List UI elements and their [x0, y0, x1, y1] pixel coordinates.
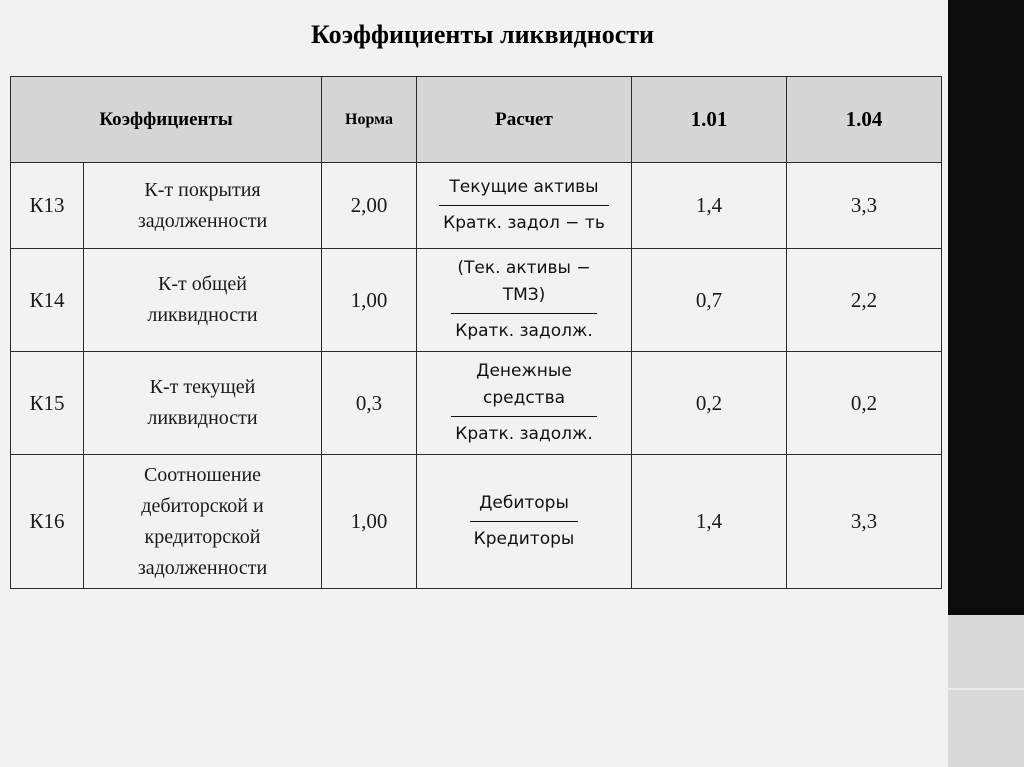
row-norm: 0,3 [322, 352, 417, 455]
fraction [439, 174, 609, 237]
row-norm: 1,00 [322, 455, 417, 589]
row-name-line: задолженности [137, 556, 268, 579]
numerator-line: Текущие активы [449, 177, 599, 197]
row-name-line: ликвидности [147, 304, 258, 326]
fraction [470, 490, 579, 553]
right-bar-divider [948, 688, 1024, 690]
row-formula [417, 249, 632, 352]
row-norm: 1,00 [322, 249, 417, 352]
row-name [84, 455, 322, 589]
row-code: К16 [11, 455, 84, 589]
fraction-denominator: Кредиторы [470, 521, 579, 553]
fraction-denominator: Кратк. задолж. [451, 313, 596, 345]
row-name-line: К-т текущей [149, 376, 256, 398]
row-code: К15 [11, 352, 84, 455]
row-value-2: 3,3 [787, 163, 942, 249]
fraction-numerator [439, 174, 609, 205]
row-name [84, 352, 322, 455]
header-calc: Расчет [417, 77, 632, 163]
row-code: К13 [11, 163, 84, 249]
row-name-line: Соотношение [143, 463, 262, 486]
fraction-numerator [470, 490, 579, 521]
row-value-2: 0,2 [787, 352, 942, 455]
fraction [451, 255, 596, 345]
row-formula [417, 163, 632, 249]
right-black-bar [948, 0, 1024, 615]
right-grey-bar [948, 615, 1024, 767]
numerator-line: ТМЗ) [502, 285, 546, 305]
header-norm: Норма [322, 77, 417, 163]
numerator-line: Дебиторы [479, 493, 569, 513]
row-code: К14 [11, 249, 84, 352]
row-name-line: ликвидности [147, 407, 258, 429]
page-title: Коэффициенты ликвидности [311, 20, 654, 49]
fraction-numerator [451, 255, 596, 313]
fraction [451, 358, 596, 448]
header-row [11, 77, 942, 163]
fraction-denominator: Кратк. задолж. [451, 416, 596, 448]
liquidity-table [10, 76, 942, 589]
row-name [84, 163, 322, 249]
row-name-line: К-т покрытия [144, 178, 261, 201]
numerator-line: Денежные [476, 361, 572, 381]
row-value-1: 1,4 [632, 163, 787, 249]
row-norm: 2,00 [322, 163, 417, 249]
row-value-1: 0,7 [632, 249, 787, 352]
header-coefficients: Коэффициенты [11, 77, 322, 163]
fraction-denominator: Кратк. задол − ть [439, 205, 609, 237]
numerator-line: (Тек. активы − [457, 258, 591, 278]
numerator-line: средства [482, 388, 566, 408]
row-value-2: 2,2 [787, 249, 942, 352]
table-row [11, 249, 942, 352]
row-formula [417, 352, 632, 455]
row-name-line: кредиторской [144, 525, 261, 548]
row-value-1: 1,4 [632, 455, 787, 589]
table-row [11, 455, 942, 589]
table-row [11, 163, 942, 249]
row-name-line: задолженности [137, 209, 268, 232]
row-value-2: 3,3 [787, 455, 942, 589]
fraction-numerator [451, 358, 596, 416]
header-period-1: 1.01 [632, 77, 787, 163]
row-value-1: 0,2 [632, 352, 787, 455]
row-name-line: дебиторской и [141, 494, 264, 517]
row-formula [417, 455, 632, 589]
row-name-line: К-т общей [158, 273, 247, 295]
header-period-2: 1.04 [787, 77, 942, 163]
row-name [84, 249, 322, 352]
table-row [11, 352, 942, 455]
